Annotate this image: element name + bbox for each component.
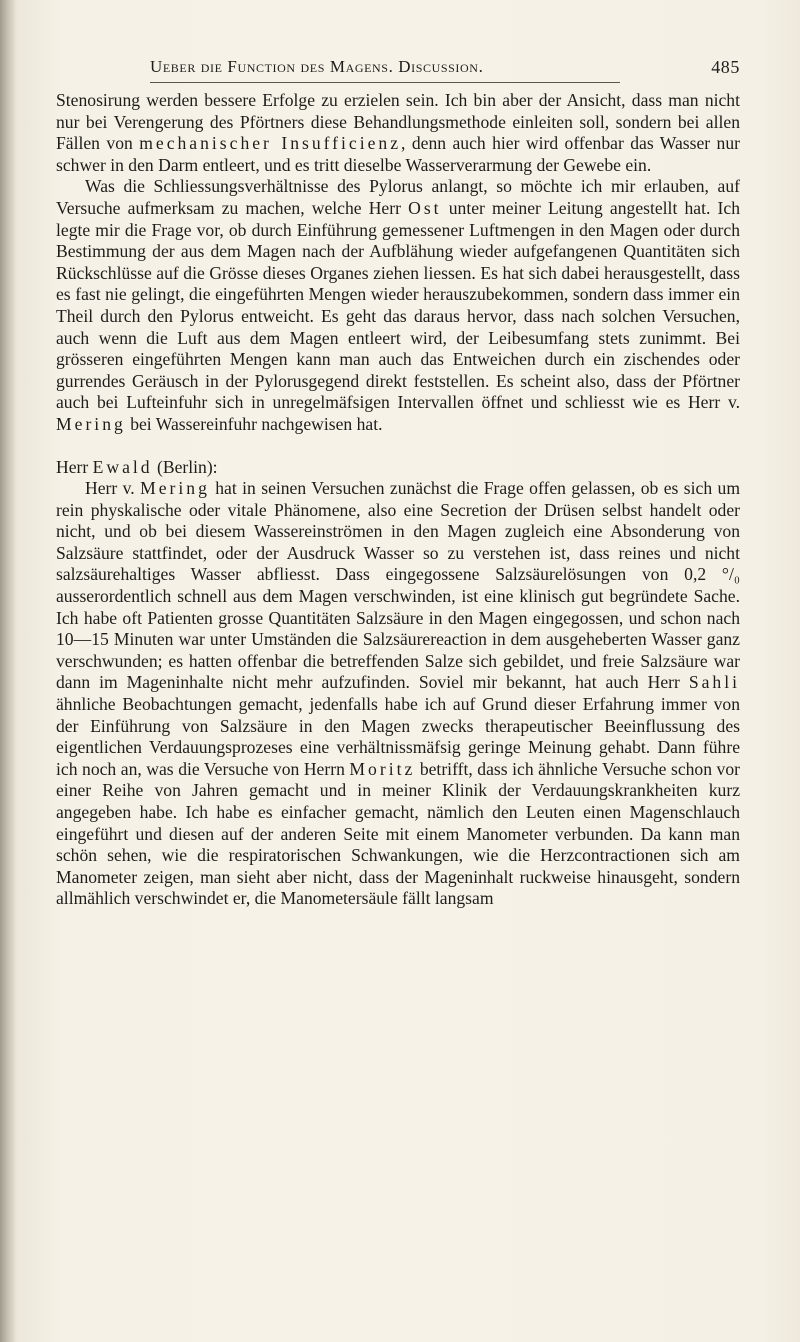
person-name: Mering — [140, 478, 210, 499]
person-name: Sahli — [688, 672, 740, 693]
paragraph-3: Herr v. Mering hat in seinen Versuchen zunächst die Frage offen gelassen, ob es sich um rein physkalische oder vitale Phänomene, also eine Secretion der Drüsen selbst handelt oder nicht, und ob bei diesem Wassereinströmen in den Magen zugleich eine Absonderung von Salzsäure stattfindet, oder der Ausdruck Wasser so zu verstehen ist, dass reines und nicht salzsäurehaltiges Wasser abfliesst. Dass eingegossene Salzsäurelösungen von 0,2 °/₀ ausserordentlich schnell aus dem Magen verschwinden, ist eine klinisch gut begründete Sache. Ich habe oft Patienten grosse Quantitäten Salzsäure in den Magen eingegossen, und schon nach 10—15 Minuten war unter Umständen die Salzsäurereaction in dem ausgeheberten Wasser ganz verschwunden; es hatten offenbar die betreffenden Salze sich gebildet, und freie Salzsäure war dann im Mageninhalte nicht mehr aufzufinden. Soviel mir bekannt, hat auch Herr Sahli ähnliche Beobachtungen gemacht, jedenfalls habe ich auf Grund dieser Erfahrung immer von der Einführung von Salzsäure in den Magen zwecks therapeutischer Beeinflussung des eigentlichen Verdauungsprozeses eine verhältnissmäfsig geringe Meinung gehabt. Dann führe ich noch an, was die Versuche von Herrn Moritz betrifft, dass ich ähnliche Versuche schon vor einer Reihe von Jahren gemacht und in meiner Klinik der Verdauungskrankheiten kurz angegeben habe. Ich habe es einfacher gemacht, nämlich den Leuten einen Magenschlauch eingeführt und diesen auf der anderen Seite mit einem Manometer verbunden. Da kann man schön sehen, wie die respiratorischen Schwankungen, wie die Herzcontractionen sich am Manometer zeigen, man sieht aber nicht, dass der Mageninhalt ruckweise hinausgeht, sondern allmählich verschwindet er, die Manometersäule fällt langsam — [56, 478, 741, 909]
person-name: Mering — [56, 413, 126, 434]
paragraph-2: Was die Schliessungsverhältnisse des Pylorus anlangt, so möchte ich mir erlauben, auf Versuche aufmerksam zu machen, welche Herr Ost unter meiner Leitung angestellt hat. Ich legte mir die Frage vor, ob durch Einführung gemessener Luftmengen in den Magen oder durch Bestimmung der aus dem Magen nach der Aufblähung wieder aufgefangenen Quantitäten sich Rückschlüsse auf die Grösse dieses Organes ziehen liessen. Es hat sich dabei herausgestellt, dass es fast nie gelingt, die eingeführten Mengen wieder herauszubekommen, sondern dass immer ein Theil durch den Pylorus entweicht. Es geht das daraus hervor, dass nach solchen Versuchen, auch wenn die Luft aus dem Magen entleert wird, der Leibesumfang stets zunimmt. Bei grösseren eingeführten Mengen kann man auch das Entweichen durch ein zischendes oder gurrendes Geräusch in der Pylorusgegend direkt feststellen. Es scheint also, dass der Pförtner auch bei Lufteinfuhr sich in unregelmäfsigen Intervallen öffnet und schliesst wie es Herr v. Mering bei Wassereinfuhr nachgewisen hat. — [56, 176, 740, 434]
emphasis-spaced: mechanischer Insufficienz — [139, 133, 402, 154]
page-header — [150, 57, 740, 81]
running-title: Ueber die Function des Magens. Discussion. — [150, 57, 484, 76]
speaker-name: Ewald — [92, 456, 153, 477]
header-rule — [150, 82, 620, 83]
speaker-heading: Herr Ewald (Berlin): — [56, 456, 218, 477]
person-name: Moritz — [349, 758, 416, 779]
binding-shadow — [0, 0, 16, 1342]
person-name: Ost — [408, 197, 442, 218]
body-text — [56, 90, 740, 910]
section-gap — [56, 436, 740, 457]
page-number: 485 — [711, 57, 740, 77]
paragraph-1: Stenosirung werden bessere Erfolge zu erzielen sein. Ich bin aber der Ansicht, dass man nicht nur bei Verengerung des Pförtners diese Behandlungsmethode einleiten soll, sondern bei allen Fällen von mechanischer Insufficienz, denn auch hier wird offenbar das Wasser nur schwer in den Darm entleert, und es tritt dieselbe Wasserverarmung der Gewebe ein. — [56, 90, 741, 175]
